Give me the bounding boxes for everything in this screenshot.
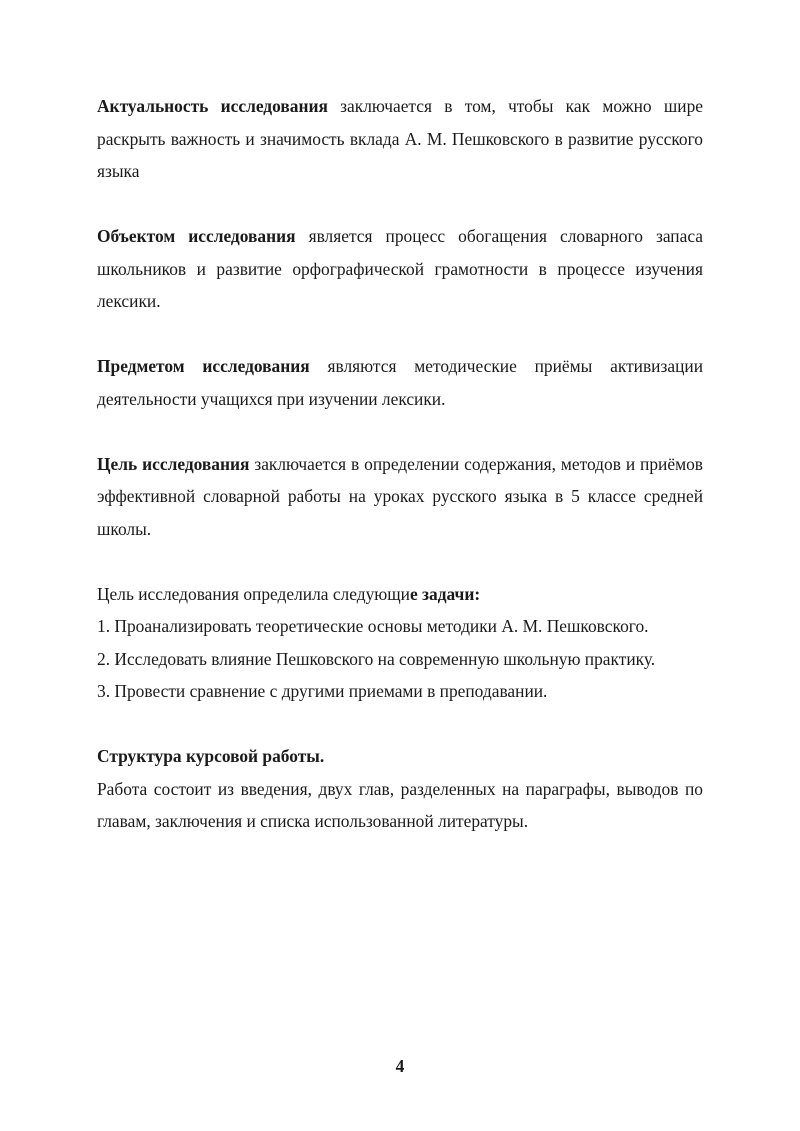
subject-paragraph (97, 350, 703, 415)
object-paragraph (97, 220, 703, 318)
goal-term: Цель исследования (97, 453, 250, 474)
tasks-intro (97, 578, 703, 611)
tasks-intro-bold: е задачи: (409, 583, 481, 604)
object-term: Объектом исследования (97, 226, 296, 246)
page-number: 4 (395, 1056, 405, 1076)
task-item-1: 1. Проанализировать теоретические основы методики А. М. Пешковского. (97, 616, 649, 636)
goal-text: заключается в определении содержания, методов и приёмов эффективной словарной работы на уроках русского языка в 5 классе средней школы. (97, 453, 703, 539)
task-item-3: 3. Провести сравнение с другими приемами в преподавании. (97, 681, 548, 701)
relevance-paragraph (97, 90, 703, 188)
structure-heading (97, 740, 703, 773)
subject-term: Предметом исследования (97, 356, 310, 376)
structure-paragraph: Работа состоит из введения, двух глав, разделенных на параграфы, выводов по главам, заключения и списка использованной литературы. (97, 778, 703, 831)
relevance-term: Актуальность исследования (97, 96, 328, 116)
subject-text: являются методические приёмы активизации деятельности учащихся при изучении лексики. (97, 356, 704, 409)
relevance-text: заключается в том, чтобы как можно шире раскрыть важность и значимость вклада А. М. Пешковского в развитие русского языка (97, 96, 703, 181)
task-item-2: 2. Исследовать влияние Пешковского на современную школьную практику. (97, 648, 656, 669)
object-text: является процесс обогащения словарного запаса школьников и развитие орфографической грамотности в процессе изучения лексики. (97, 226, 703, 311)
document-body (97, 90, 703, 838)
structure-heading-text: Структура курсовой работы. (97, 746, 325, 766)
tasks-intro-plain: Цель исследования определила следующи (97, 583, 410, 604)
goal-paragraph (97, 448, 703, 546)
